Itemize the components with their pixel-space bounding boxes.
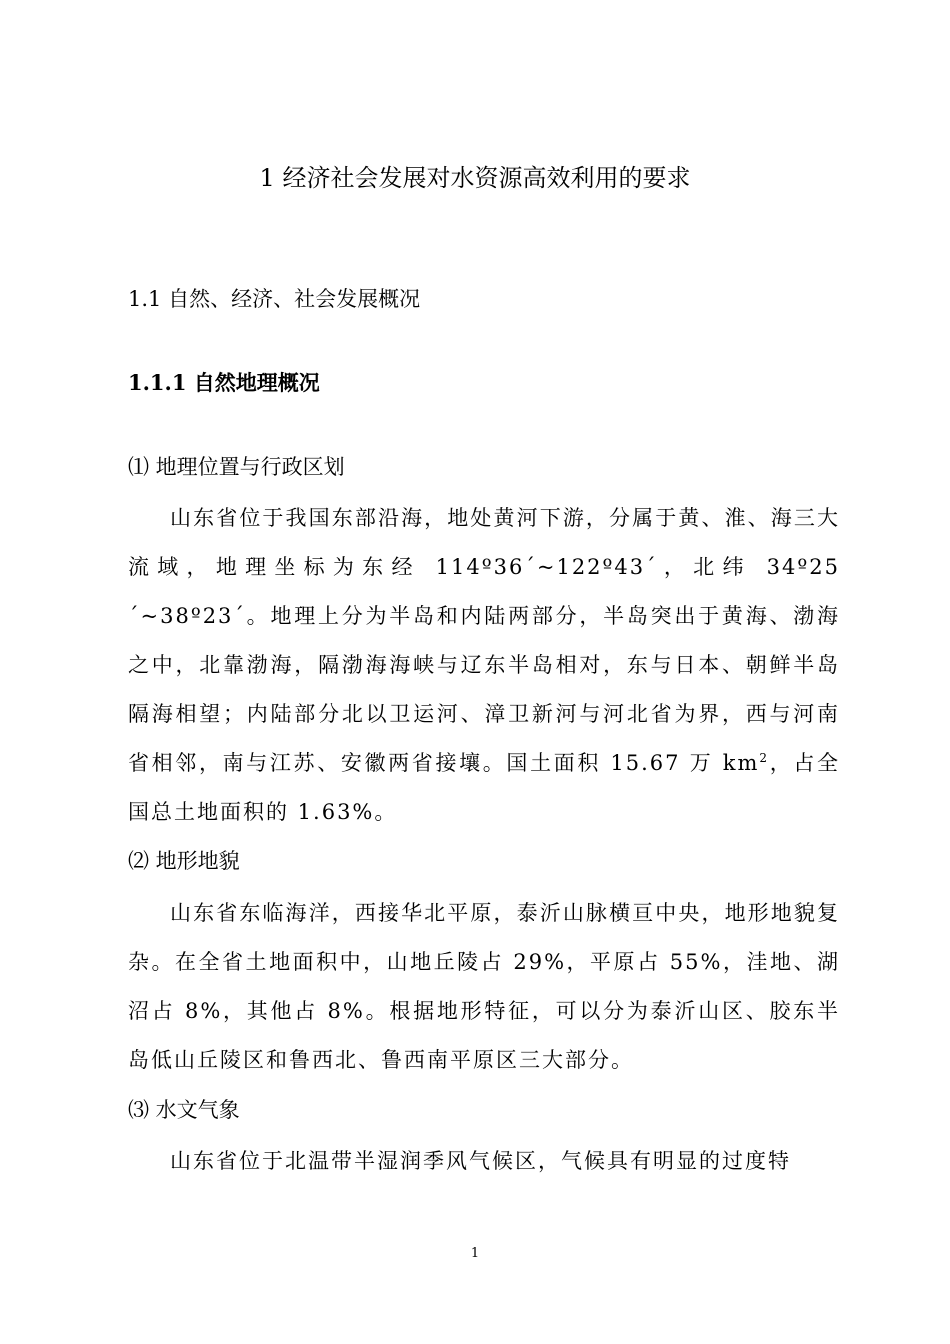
item-heading-location: ⑴ 地理位置与行政区划 [128,455,345,479]
paragraph-location-text: 山东省位于我国东部沿海，地处黄河下游，分属于黄、淮、海三大流域，地理坐标为东经 114º36´~122º43´，北纬 34º25´~38º23´。地理上分为半岛和内陆两部分，半岛突出于黄海、渤海之中，北靠渤海，隔渤海海峡与辽东半岛相对，东与日本、朝鲜半岛隔海相望；内陆部分北以卫运河、漳卫新河与河北省为界，西与河南省相邻，南与江苏、安徽两省接壤。国土面积 15.67 万 km [128,506,840,775]
chapter-title: 1 经济社会发展对水资源高效利用的要求 [259,164,691,192]
subsection-heading: 1.1.1 自然地理概况 [128,370,320,395]
item-heading-terrain: ⑵ 地形地貌 [128,849,240,873]
item-heading-hydrology: ⑶ 水文气象 [128,1098,240,1122]
paragraph-terrain: 山东省东临海洋，西接华北平原，泰沂山脉横亘中央，地形地貌复杂。在全省土地面积中，山地丘陵占 29%，平原占 55%，洼地、湖沼占 8%，其他占 8%。根据地形特征，可以分为泰沂山区、胶东半岛低山丘陵区和鲁西北、鲁西南平原区三大部分。 [128,901,840,1072]
superscript-two: 2 [759,751,770,765]
section-heading: 1.1 自然、经济、社会发展概况 [128,287,421,311]
paragraph-hydrology: 山东省位于北温带半湿润季风气候区，气候具有明显的过度特 [170,1149,791,1173]
paragraph-location-tail: ，占全国总土地面积的 1.63%。 [128,751,840,824]
page-number: 1 [470,1246,480,1261]
paragraph-location [128,494,840,837]
